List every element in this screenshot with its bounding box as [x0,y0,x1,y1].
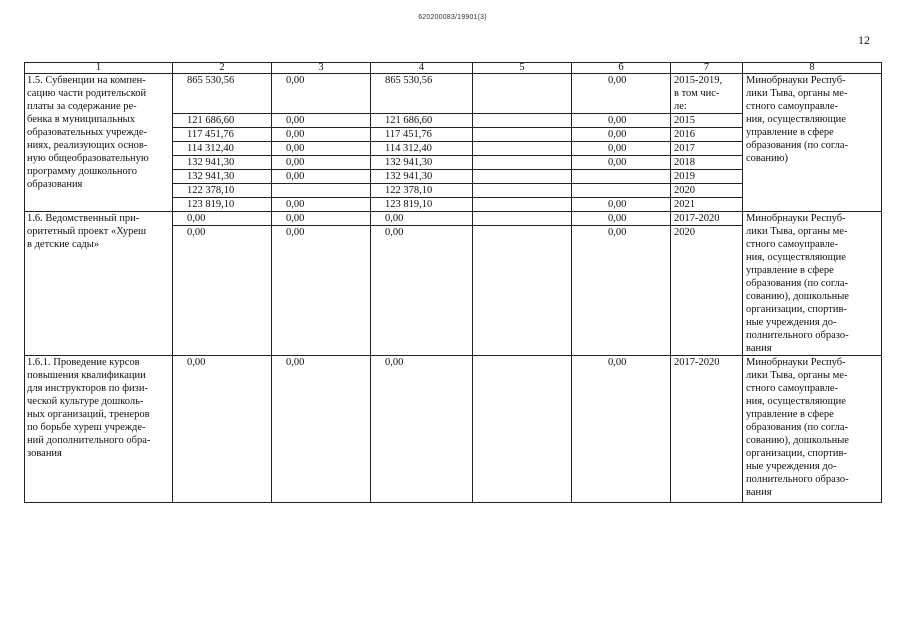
federal-budget-cell: 0,00 [272,170,371,184]
period-cell: 2019 [671,170,743,184]
period-cell: 2017-2020 [671,212,743,226]
local-budget-cell [473,184,572,198]
total-amount-cell: 123 819,10 [173,198,272,212]
local-budget-cell [473,142,572,156]
federal-budget-cell: 0,00 [272,226,371,356]
table-row [25,356,882,503]
page-number: 12 [858,33,870,47]
period-cell: 2016 [671,128,743,142]
column-header: 7 [671,63,743,74]
column-header: 5 [473,63,572,74]
other-sources-cell: 0,00 [572,114,671,128]
item-description: 1.6.1. Проведение курсов повышения квалификации для инструкторов по физи- ческой культуре дошколь- ных организаций, тренеров по борьбе хуреш учрежде- ний дополнительного обра- зования [25,356,173,503]
period-cell: 2017-2020 [671,356,743,503]
regional-budget-cell: 121 686,60 [371,114,473,128]
column-header: 4 [371,63,473,74]
regional-budget-cell: 114 312,40 [371,142,473,156]
total-amount-cell: 121 686,60 [173,114,272,128]
document-id: 620200083/19901(3) [418,14,487,21]
other-sources-cell: 0,00 [572,212,671,226]
total-amount-cell: 0,00 [173,226,272,356]
period-cell: 2015 [671,114,743,128]
total-amount-cell: 865 530,56 [173,74,272,114]
regional-budget-cell: 117 451,76 [371,128,473,142]
regional-budget-cell: 132 941,30 [371,170,473,184]
local-budget-cell [473,356,572,503]
period-cell: 2015-2019, в том чис- ле: [671,74,743,114]
responsible-executors: Минобрнауки Респуб- лики Тыва, органы ме- стного самоуправле- ния, осуществляющие управление в сфере образования (по согла- сованию), дошкольные организации, спортив- ные учреждения до- полнительного образо- вания [743,356,882,503]
period-cell: 2017 [671,142,743,156]
period-cell: 2020 [671,184,743,198]
column-header: 8 [743,63,882,74]
federal-budget-cell: 0,00 [272,156,371,170]
regional-budget-cell: 0,00 [371,212,473,226]
local-budget-cell [473,198,572,212]
table-row [25,74,882,114]
federal-budget-cell: 0,00 [272,74,371,114]
column-header: 6 [572,63,671,74]
local-budget-cell [473,226,572,356]
responsible-executors: Минобрнауки Респуб- лики Тыва, органы ме- стного самоуправле- ния, осуществляющие управление в сфере образования (по согла- сованию) [743,74,882,212]
federal-budget-cell: 0,00 [272,198,371,212]
other-sources-cell: 0,00 [572,128,671,142]
total-amount-cell: 117 451,76 [173,128,272,142]
federal-budget-cell: 0,00 [272,142,371,156]
regional-budget-cell: 865 530,56 [371,74,473,114]
column-header: 3 [272,63,371,74]
regional-budget-cell: 0,00 [371,356,473,503]
local-budget-cell [473,170,572,184]
other-sources-cell: 0,00 [572,198,671,212]
local-budget-cell [473,128,572,142]
column-header: 1 [25,63,173,74]
other-sources-cell [572,184,671,198]
other-sources-cell: 0,00 [572,156,671,170]
federal-budget-cell [272,184,371,198]
federal-budget-cell: 0,00 [272,356,371,503]
total-amount-cell: 132 941,30 [173,170,272,184]
total-amount-cell: 114 312,40 [173,142,272,156]
federal-budget-cell: 0,00 [272,128,371,142]
total-amount-cell: 122 378,10 [173,184,272,198]
table-row [25,212,882,226]
header-row [25,63,882,74]
regional-budget-cell: 132 941,30 [371,156,473,170]
budget-table [24,62,882,503]
regional-budget-cell: 0,00 [371,226,473,356]
period-cell: 2021 [671,198,743,212]
local-budget-cell [473,74,572,114]
responsible-executors: Минобрнауки Респуб- лики Тыва, органы ме- стного самоуправле- ния, осуществляющие управление в сфере образования (по согла- сованию), дошкольные организации, спортив- ные учреждения до- полнительного образо- вания [743,212,882,356]
total-amount-cell: 0,00 [173,356,272,503]
period-cell: 2020 [671,226,743,356]
period-cell: 2018 [671,156,743,170]
other-sources-cell: 0,00 [572,226,671,356]
local-budget-cell [473,212,572,226]
federal-budget-cell: 0,00 [272,114,371,128]
other-sources-cell: 0,00 [572,356,671,503]
local-budget-cell [473,114,572,128]
column-header: 2 [173,63,272,74]
regional-budget-cell: 123 819,10 [371,198,473,212]
item-description: 1.6. Ведомственный при- оритетный проект «Хуреш в детские сады» [25,212,173,356]
local-budget-cell [473,156,572,170]
total-amount-cell: 0,00 [173,212,272,226]
total-amount-cell: 132 941,30 [173,156,272,170]
other-sources-cell [572,170,671,184]
federal-budget-cell: 0,00 [272,212,371,226]
regional-budget-cell: 122 378,10 [371,184,473,198]
other-sources-cell: 0,00 [572,142,671,156]
other-sources-cell: 0,00 [572,74,671,114]
item-description: 1.5. Субвенции на компен- сацию части родительской платы за содержание ре- бенка в муниципальных образовательных учрежде- ниях, реализующих основ- ную общеобразовательную программу дошкольного образования [25,74,173,212]
